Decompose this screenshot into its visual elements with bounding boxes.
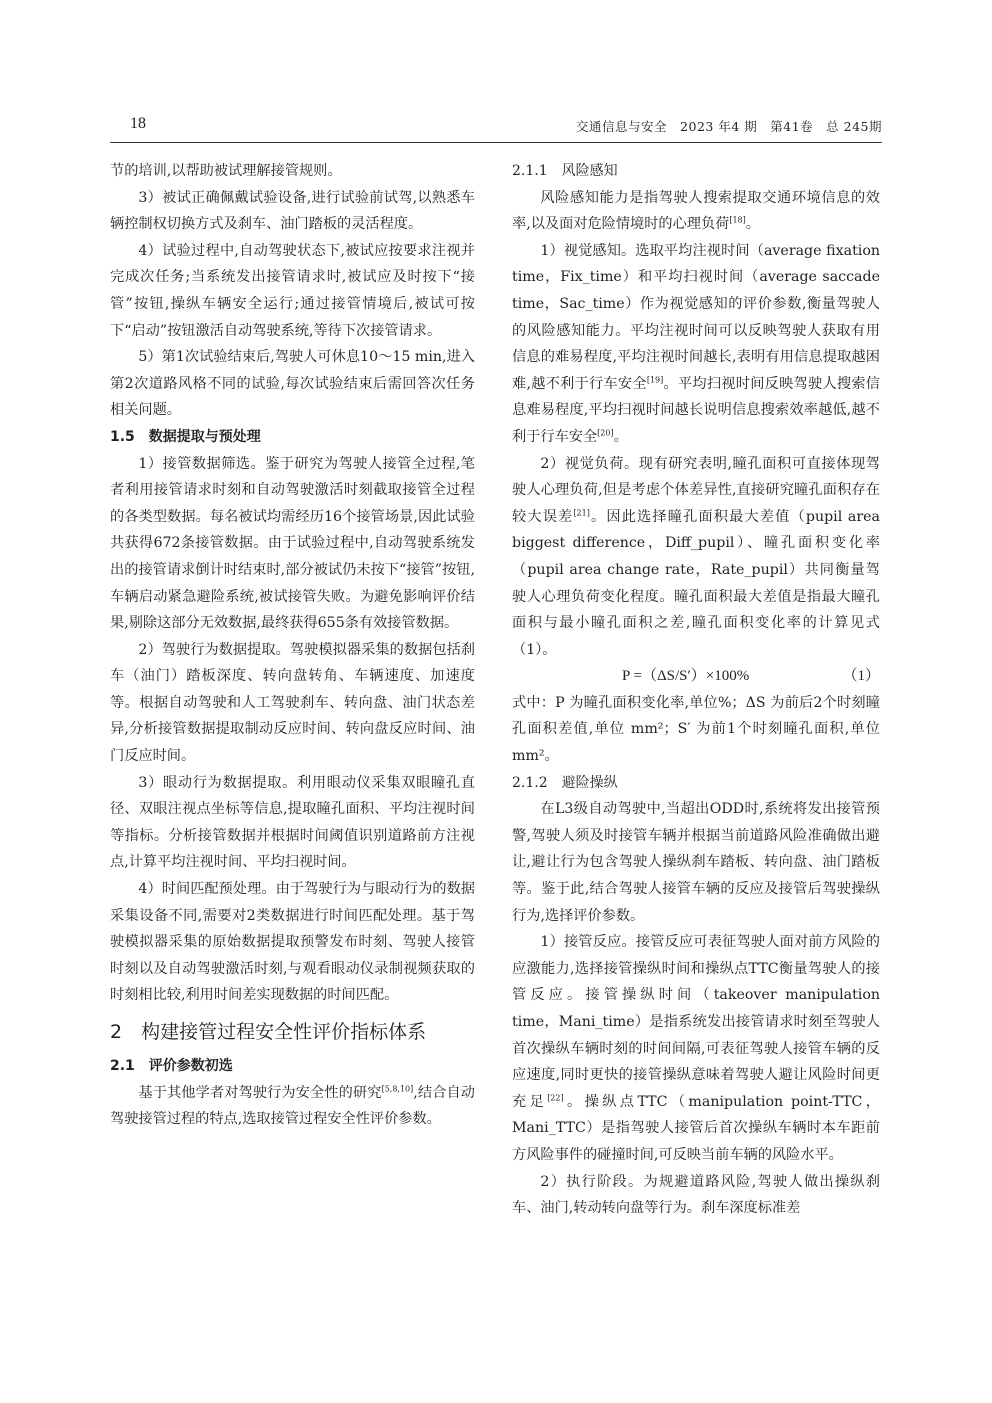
paragraph: [110, 238, 475, 344]
text: 1）视觉感知。选取平均注视时间（average fixation time，Fix_time）和平均扫视时间（average saccade time，Sac_time）作为视觉感知的评价参数,衡量驾驶人的风险感知能力。平均注视时间可以反映驾驶人获取有用信息的难易程度,平均注视时间越长,表明有用信息提取越困难,越不利于行车安全: [512, 242, 880, 392]
text: 3）被试正确佩戴试验设备,进行试验前试驾,以熟悉车辆控制权切换方式及刹车、油门踏板的灵活程度。: [110, 189, 475, 233]
text: 4）时间匹配预处理。由于驾驶行为与眼动行为的数据采集设备不同,需要对2类数据进行时间匹配处理。基于驾驶模拟器采集的原始数据提取预警发布时刻、驾驶人接管时刻以及自动驾驶激活时刻,与观看眼动仪录制视频获取的时刻相比较,利用时间差实现数据的时间匹配。: [110, 881, 475, 1004]
text: 2.1 评价参数初选: [110, 1058, 233, 1074]
section-heading: [110, 1017, 475, 1047]
citation: [5,8,10]: [381, 1083, 414, 1093]
paragraph: [110, 1080, 475, 1133]
paragraph: [512, 796, 880, 929]
text: 2 构建接管过程安全性评价指标体系: [110, 1021, 427, 1043]
subsection-heading: [512, 158, 880, 185]
text: 5）第1次试验结束后,驾驶人可休息10～15 min,进入第2次道路风格不同的试验,每次试验结束后需回答次任务相关问题。: [110, 349, 475, 419]
paragraph: [110, 158, 475, 185]
text: 2.1.2 避险操纵: [512, 774, 618, 791]
paragraph: [110, 876, 475, 1009]
journal-info: 交通信息与安全 2023 年4 期 第41卷 总 245期: [576, 119, 882, 134]
text: 式中：P 为瞳孔面积变化率,单位%；ΔS 为前后2个时刻瞳孔面积差值,单位 mm²；S′ 为前1个时刻瞳孔面积,单位 mm²。: [512, 694, 880, 765]
text: 基于其他学者对驾驶行为安全性的研究: [138, 1084, 382, 1101]
text: 1）接管数据筛选。鉴于研究为驾驶人接管全过程,笔者利用接管请求时刻和自动驾驶激活时刻截取接管全过程的各类型数据。每名被试均需经历16个接管场景,因此试验共获得672条接管数据。由于试验过程中,自动驾驶系统发出的接管请求倒计时结束时,部分被试仍未按下“接管”按钮,车辆启动紧急避险系统,被试接管失败。为避免影响评价结果,剔除这部分无效数据,最终获得655条有效接管数据。: [110, 455, 475, 632]
paragraph: [110, 637, 475, 770]
citation: [19]: [646, 375, 664, 385]
text: 。: [745, 216, 760, 233]
paragraph: [110, 185, 475, 238]
subsection-heading: [110, 1053, 475, 1080]
paragraph: [512, 690, 880, 770]
paragraph: [512, 238, 880, 451]
text: 风险感知能力是指驾驶人搜索提取交通环境信息的效率,以及面对危险情境时的心理负荷: [512, 189, 880, 233]
paragraph: [512, 451, 880, 664]
right-column: [512, 158, 880, 1222]
paragraph: [110, 344, 475, 424]
paragraph: [512, 185, 880, 238]
left-column: [110, 158, 475, 1133]
citation: [21]: [573, 507, 590, 517]
text: 。平均扫视时间反映驾驶人搜索信息难易程度,平均扫视时间越长说明信息搜索效率越低,越不利于行车安全: [512, 375, 880, 445]
text: ,结合自动驾驶接管过程的特点,选取接管过程安全性评价参数。: [110, 1084, 475, 1128]
text: 1）接管反应。接管反应可表征驾驶人面对前方风险的应激能力,选择接管操纵时间和操纵点TTC衡量驾驶人的接管反应。接管操纵时间（takeover manipulation time，Mani_time）是指系统发出接管请求时刻至驾驶人首次操纵车辆时刻的时间间隔,可表征驾驶人接管车辆的反应速度,同时更快的接管操纵意味着驾驶人避让风险时间更充足: [512, 934, 880, 1110]
text: 2）驾驶行为数据提取。驾驶模拟器采集的数据包括刹车（油门）踏板深度、转向盘转角、车辆速度、加速度等。根据自动驾驶和人工驾驶刹车、转向盘、油门状态差异,分析接管数据提取制动反应时间、转向盘反应时间、油门反应时间。: [110, 641, 475, 765]
header-rule: [110, 142, 882, 143]
text: 2）执行阶段。为规避道路风险,驾驶人做出操纵刹车、油门,转动转向盘等行为。刹车深度标准差: [512, 1173, 880, 1217]
equation-body: P =（ΔS/S′）×100%: [622, 668, 750, 685]
citation: [18]: [729, 215, 746, 225]
text: 在L3级自动驾驶中,当超出ODD时,系统将发出接管预警,驾驶人须及时接管车辆并根据当前道路风险准确做出避让,避让行为包含驾驶人操纵刹车踏板、转向盘、油门踏板等。鉴于此,结合驾驶人接管车辆的反应及接管后驾驶操纵行为,选择评价参数。: [512, 801, 880, 924]
text: 节的培训,以帮助被试理解接管规则。: [110, 163, 342, 179]
citation: [20]: [597, 428, 614, 438]
text: 。操纵点TTC（manipulation point-TTC，Mani_TTC）是指驾驶人接管后首次操纵车辆时本车距前方风险事件的碰撞时间,可反映当前车辆的风险水平。: [512, 1093, 880, 1163]
page-number: 18: [130, 115, 146, 132]
paragraph: [512, 929, 880, 1168]
text: 2）视觉负荷。现有研究表明,瞳孔面积可直接体现驾驶人心理负荷,但是考虑个体差异性,直接研究瞳孔面积存在较大误差: [512, 455, 880, 525]
text: 。因此选择瞳孔面积最大差值（pupil area biggest difference，Diff_pupil）、瞳孔面积变化率（pupil area change rate，Rate_pupil）共同衡量驾驶人心理负荷变化程度。瞳孔面积最大差值是指最大瞳孔面积与最小瞳孔面积之差,瞳孔面积变化率的计算见式（1）。: [512, 508, 880, 658]
text: 2.1.1 风险感知: [512, 163, 618, 179]
page-header: [110, 115, 882, 139]
paragraph: [110, 451, 475, 637]
citation: [22]: [547, 1093, 564, 1103]
paragraph: [512, 1169, 880, 1222]
paragraph: [110, 770, 475, 876]
equation: [512, 663, 880, 690]
text: 。: [613, 428, 628, 445]
subsection-heading: [110, 424, 475, 451]
text: 3）眼动行为数据提取。利用眼动仪采集双眼瞳孔直径、双眼注视点坐标等信息,提取瞳孔面积、平均注视时间等指标。分析接管数据并根据时间阈值识别道路前方注视点,计算平均注视时间、平均扫视时间。: [110, 774, 475, 871]
equation-number: （1）: [842, 668, 880, 685]
text: 4）试验过程中,自动驾驶状态下,被试应按要求注视并完成次任务;当系统发出接管请求时,被试应及时按下“接管”按钮,操纵车辆安全运行;通过接管情境后,被试可按下“启动”按钮激活自动驾驶系统,等待下次接管请求。: [110, 242, 475, 339]
subsection-heading: [512, 770, 880, 797]
text: 1.5 数据提取与预处理: [110, 428, 261, 445]
